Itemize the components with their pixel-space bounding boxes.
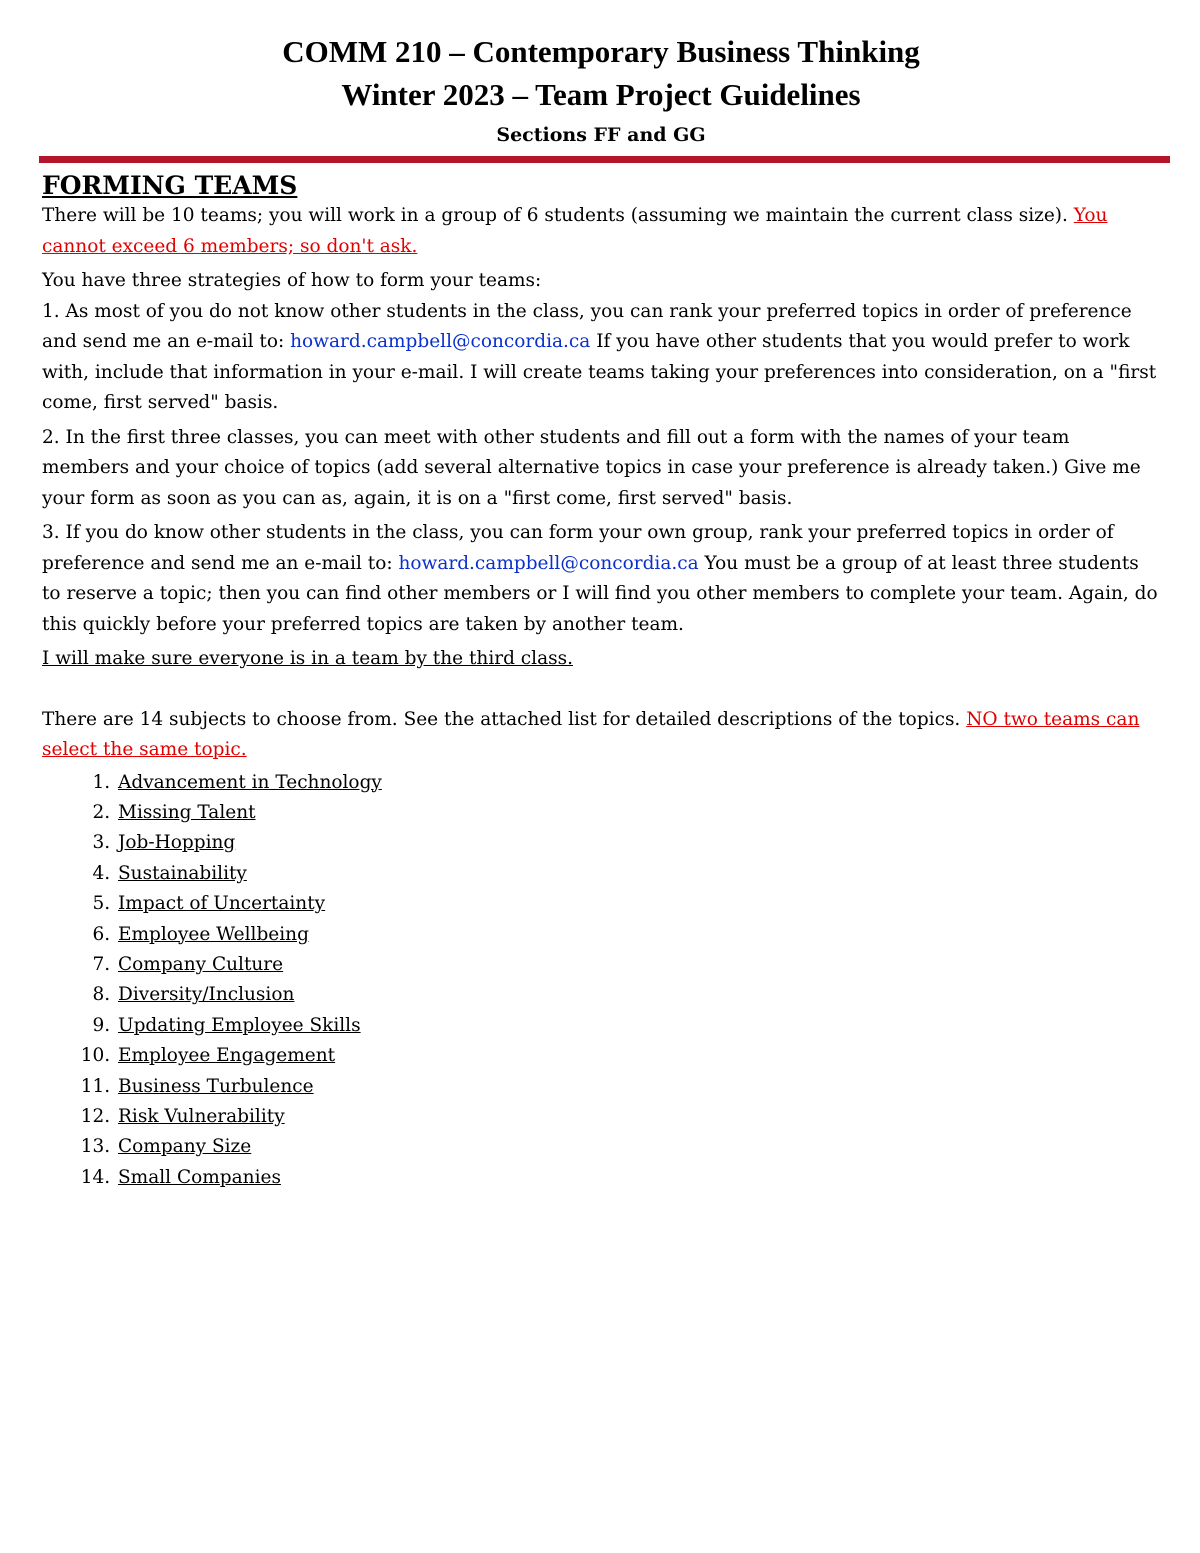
topic-label: Employee Engagement — [118, 1045, 336, 1067]
list-item — [116, 920, 1160, 950]
document-title-line-2: Winter 2023 – Team Project Guidelines — [341, 77, 861, 112]
unique-topic-warning: NO two teams can select the same topic. — [42, 708, 1140, 760]
intro-text: There will be 10 teams; you will work in a group of 6 students (assuming we maintain the current class size). — [42, 205, 1074, 226]
topic-label: Advancement in Technology — [118, 771, 382, 793]
subjects-intro-text: There are 14 subjects to choose from. See the attached list for detailed descriptions of the topics. — [42, 708, 967, 730]
strategy-1-text-before: 1. As most of you do not know other students in the class, you can rank your preferred topics in order of preference and send me an e-mail to: — [42, 300, 1132, 352]
topic-label: Diversity/Inclusion — [118, 984, 295, 1006]
list-item — [116, 1041, 1160, 1071]
topic-list — [42, 768, 1160, 1194]
topic-label: Impact of Uncertainty — [118, 893, 326, 915]
intro-paragraph — [42, 201, 1160, 262]
document-subtitle: Sections FF and GG — [496, 124, 706, 146]
topic-label: Job-Hopping — [118, 832, 236, 854]
document-title-line-1: COMM 210 – Contemporary Business Thinking — [282, 34, 920, 69]
topic-label: Company Size — [118, 1136, 252, 1158]
list-item — [116, 950, 1160, 980]
header-divider — [39, 156, 1170, 163]
list-item — [116, 768, 1160, 798]
topic-label: Small Companies — [118, 1166, 281, 1188]
section-heading-forming-teams: FORMING TEAMS — [42, 171, 298, 200]
topic-label: Sustainability — [118, 862, 247, 884]
topic-label: Business Turbulence — [118, 1075, 314, 1097]
subjects-intro — [42, 705, 1160, 766]
member-limit-warning: You cannot exceed 6 members; so don't ask. — [42, 205, 1108, 257]
list-item — [116, 1163, 1160, 1193]
strategy-1 — [42, 297, 1160, 419]
list-item — [116, 889, 1160, 919]
list-item — [116, 1102, 1160, 1132]
strategy-3-text-after: You must be a group of at least three students to reserve a topic; then you can find other members or I will find you other members to complete your team. Again, do this quickly before your preferred topics are taken by another team. — [42, 552, 1158, 635]
topic-label: Employee Wellbeing — [118, 923, 309, 945]
strategy-2: 2. In the first three classes, you can meet with other students and fill out a form with the names of your team members and your choice of topics (add several alternative topics in case your preference is already taken.) Give me your form as soon as you can as, again, it is on a "first come, first served" basis. — [42, 426, 1141, 509]
strategies-intro: You have three strategies of how to form your teams: — [42, 270, 542, 291]
email-link-1[interactable]: howard.campbell@concordia.ca — [290, 331, 591, 352]
email-link-2[interactable]: howard.campbell@concordia.ca — [398, 552, 699, 574]
strategy-3-text-before: 3. If you do know other students in the class, you can form your own group, rank your preferred topics in order of preference and send me an e-mail to: — [42, 522, 1114, 574]
list-item — [116, 1132, 1160, 1162]
topic-label: Missing Talent — [118, 801, 256, 823]
topic-label: Risk Vulnerability — [118, 1105, 285, 1127]
list-item — [116, 1072, 1160, 1102]
list-item — [116, 1011, 1160, 1041]
list-item — [116, 798, 1160, 828]
team-assurance-note: I will make sure everyone is in a team by the third class. — [42, 648, 573, 669]
list-item — [116, 980, 1160, 1010]
strategy-1-text-after: If you have other students that you would prefer to work with, include that information in your e-mail. I will create teams taking your preferences into consideration, on a "first come, first served" basis. — [42, 331, 1157, 413]
topic-label: Updating Employee Skills — [118, 1014, 361, 1036]
section-body — [42, 201, 1160, 766]
strategy-3 — [42, 518, 1160, 640]
list-item — [116, 828, 1160, 858]
list-item — [116, 859, 1160, 889]
topic-label: Company Culture — [118, 953, 284, 975]
